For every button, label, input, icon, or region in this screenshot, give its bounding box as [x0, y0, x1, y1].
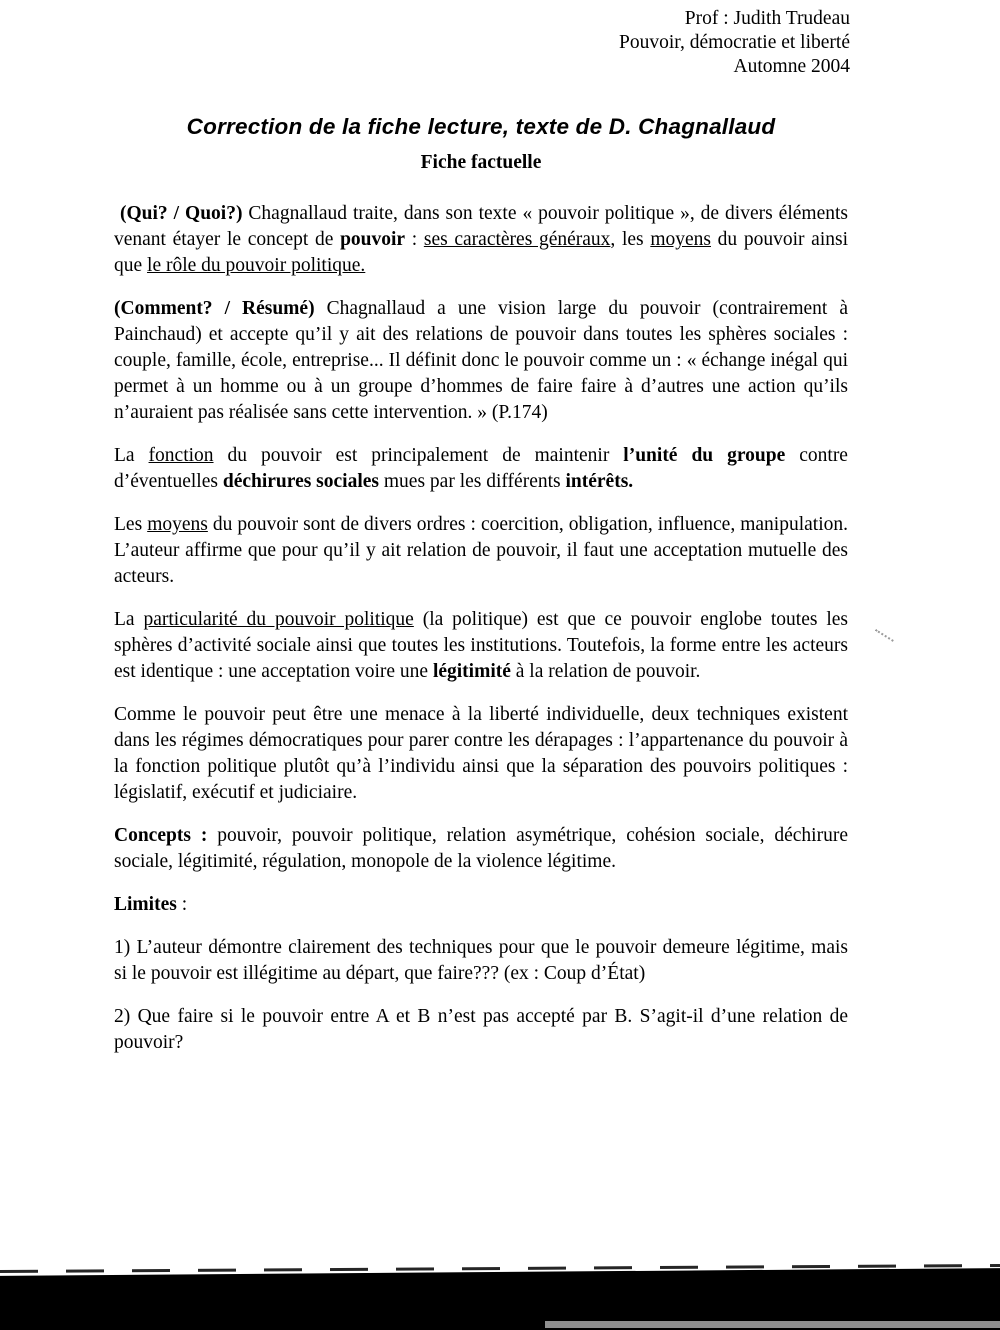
- text-run: ses caractères généraux: [423, 229, 611, 250]
- text-run: légitimité: [432, 661, 511, 682]
- text-run: Les: [114, 514, 148, 535]
- scan-edge-strip: [545, 1321, 1000, 1328]
- document-subtitle: Fiche factuelle: [420, 152, 542, 173]
- text-run: :: [176, 894, 188, 915]
- document-title: Correction de la fiche lecture, texte de D. Chagnallaud: [186, 114, 776, 139]
- heading-limites: [114, 892, 848, 918]
- para-concepts: [114, 823, 848, 875]
- text-run: du pouvoir ainsi que: [114, 229, 848, 276]
- text-run: particularité du pouvoir politique: [143, 609, 414, 630]
- para-qui-quoi: [114, 201, 848, 279]
- text-run: (la politique) est que ce pouvoir englobe toutes les sphères d’activité sociale ainsi que toutes les institutions. Toutefois, la forme entre les acteurs est identique : une acceptation voire une: [114, 609, 848, 682]
- text-run: pouvoir, pouvoir politique, relation asymétrique, cohésion sociale, déchirure sociale, légitimité, régulation, monopole de la violence légitime.: [114, 825, 848, 872]
- header-term-line: Automne 2004: [733, 56, 850, 77]
- limite-item-1: [114, 935, 848, 987]
- text-run: La: [114, 445, 149, 466]
- text-run: Concepts :: [114, 825, 208, 846]
- header-course-line: Pouvoir, démocratie et liberté: [619, 32, 850, 53]
- text-run: :: [405, 229, 424, 250]
- text-run: 1) L’auteur démontre clairement des techniques pour que le pouvoir demeure légitime, mais si le pouvoir est illégitime au départ, que faire??? (ex : Coup d’État): [114, 937, 848, 984]
- header-prof-line: Prof : Judith Trudeau: [684, 8, 850, 29]
- text-run: Chagnallaud traite, dans son texte « pouvoir politique », de divers éléments venant étayer le concept de: [114, 203, 848, 250]
- text-run: intérêts.: [565, 471, 634, 492]
- document-header: [619, 7, 850, 79]
- document-body: [114, 201, 848, 1073]
- text-run: du pouvoir sont de divers ordres : coercition, obligation, influence, manipulation. L’auteur affirme que pour qu’il y ait relation de pouvoir, il faut une acceptation mutuelle des acteurs.: [114, 514, 849, 587]
- text-run: pouvoir: [340, 229, 406, 250]
- text-run: fonction: [148, 445, 214, 466]
- text-run: déchirures sociales: [222, 471, 380, 492]
- text-run: du pouvoir est principalement de maintenir: [213, 445, 624, 466]
- text-run: l’unité du groupe: [623, 445, 786, 466]
- text-run: (Qui? / Quoi?): [120, 203, 243, 224]
- para-particularite: [114, 607, 848, 685]
- text-run: , les: [610, 229, 651, 250]
- limite-item-2: [114, 1004, 848, 1056]
- para-moyens: [114, 512, 848, 590]
- text-run: le rôle du pouvoir politique.: [147, 255, 366, 276]
- text-run: mues par les différents: [379, 471, 566, 492]
- para-fonction: [114, 443, 848, 495]
- text-run: Limites: [114, 894, 177, 915]
- text-run: Comme le pouvoir peut être une menace à la liberté individuelle, deux techniques existent dans les régimes démocratiques pour parer contre les dérapages : l’appartenance du pouvoir à la fonction politique plutôt qu’à l’individu ainsi que la séparation des pouvoirs politiques : législatif, exécutif et judiciaire.: [114, 704, 848, 803]
- text-run: (Comment? / Résumé): [114, 298, 315, 319]
- text-run: Chagnallaud a une vision large du pouvoir (contrairement à Painchaud) et accepte qu’il y ait des relations de pouvoir dans toutes les sphères sociales : couple, famille, école, entreprise... Il définit donc le pouvoir comme un : « échange inégal qui permet à un homme ou à un groupe d’hommes de faire faire à d’autres une action qu’ils n’auraient pas réalisée sans cette intervention. » (P.174): [114, 298, 848, 423]
- para-techniques: [114, 702, 848, 806]
- para-comment-resume: [114, 296, 848, 426]
- text-run: moyens: [147, 514, 208, 535]
- text-run: La: [114, 609, 144, 630]
- scan-scratch-artifact: [875, 629, 894, 642]
- text-run: moyens: [650, 229, 711, 250]
- text-run: 2) Que faire si le pouvoir entre A et B n’est pas accepté par B. S’agit-il d’une relation de pouvoir?: [114, 1006, 848, 1053]
- text-run: contre d’éventuelles: [114, 445, 848, 492]
- text-run: à la relation de pouvoir.: [510, 661, 701, 682]
